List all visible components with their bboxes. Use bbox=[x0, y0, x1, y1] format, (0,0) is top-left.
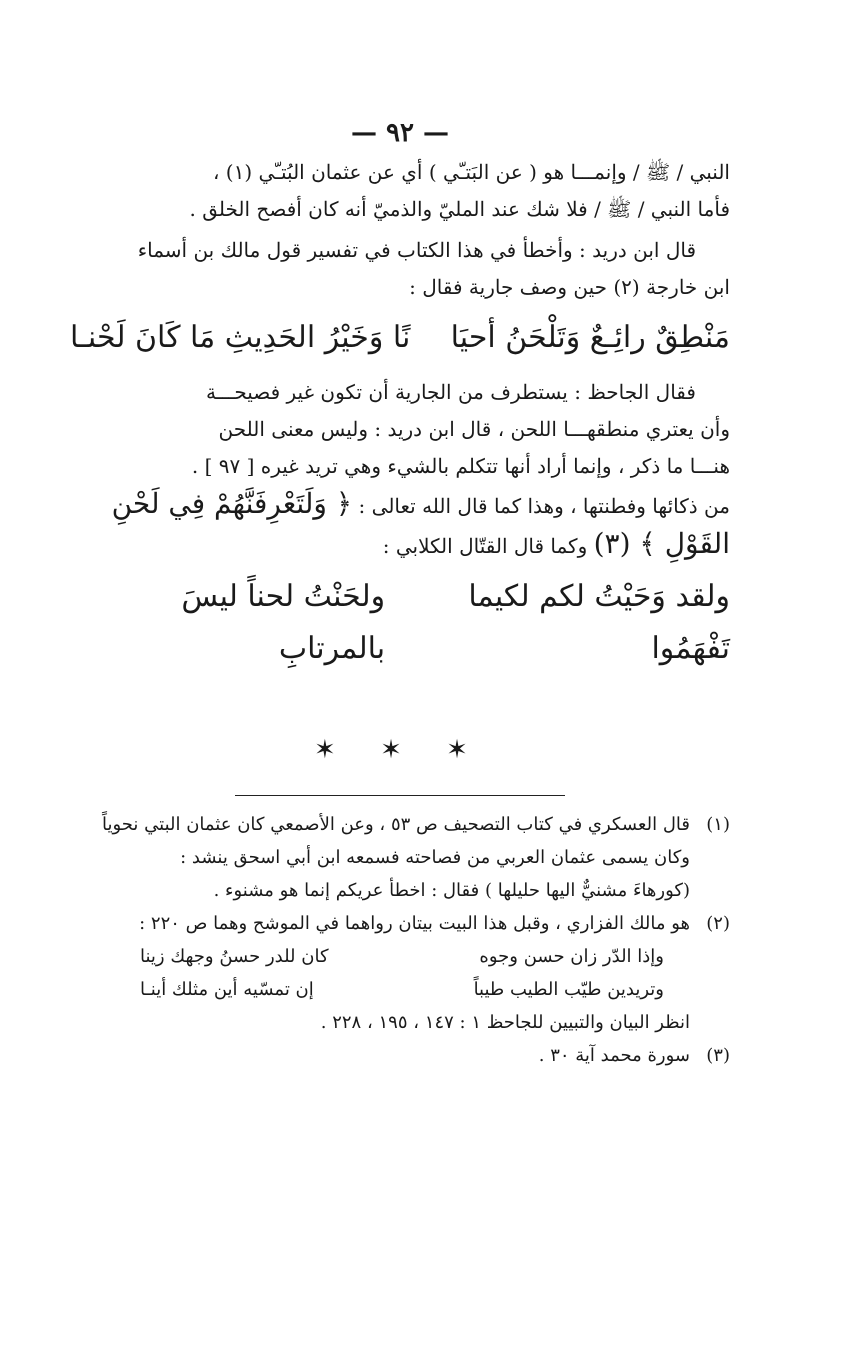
footnote-3 bbox=[70, 1039, 730, 1072]
footnote-2 bbox=[70, 907, 730, 940]
verse-2 bbox=[70, 571, 730, 675]
footnote-line: قال العسكري في كتاب التصحيف ص ٥٣ ، وعن الأصمعي كان عثمان البتي نحوياً bbox=[101, 814, 690, 835]
footnote-line: هو مالك الفزاري ، وقبل هذا البيت بيتان رواهما في الموشح وهما ص ٢٢٠ : bbox=[139, 913, 690, 934]
paragraph-line: فقال الجاحظ : يستطرف من الجارية أن تكون غير فصيحـــة bbox=[206, 380, 696, 404]
paragraph-line: من ذكائها وفطنتها ، وهذا كما قال الله تعالى : bbox=[358, 494, 730, 518]
verse-hemistich-second: ولحَنْتُ لحناً ليسَ بالمرتابِ bbox=[181, 579, 386, 666]
verse-hemistich-first: ولقد وَحَيْتُ لكم لكيما تَفْهَمُوا bbox=[468, 579, 730, 666]
footnote-line: سورة محمد آية ٣٠ . bbox=[538, 1045, 690, 1066]
paragraph-1 bbox=[70, 154, 730, 228]
paragraph-line: فأما النبي / ﷺ / فلا شك عند المليّ والذميّ أنه كان أفصح الخلق . bbox=[189, 197, 730, 221]
footnote-rule bbox=[235, 795, 565, 796]
section-divider-stars: ✶ ✶ ✶ bbox=[314, 735, 486, 765]
paragraph-2 bbox=[70, 232, 730, 306]
footnote-verse-second: كان للدر حسنُ وجهك زينا bbox=[140, 946, 329, 967]
paragraph-line: النبي / ﷺ / وإنمـــا هو ( عن البَتـّي ) أي عن عثمان البُتـّي (١) ، bbox=[212, 160, 730, 184]
footnote-line: انظر البيان والتبيين للجاحظ ١ : ١٤٧ ، ١٩٥ ، ٢٢٨ . bbox=[320, 1012, 690, 1033]
footnote-verse-first: وإذا الدّر زان حسن وجوه bbox=[479, 946, 664, 967]
quran-quote: ﴿ وَلَتَعْرِفَنَّهُمْ فِي لَحْنِ bbox=[111, 487, 353, 520]
footnote-verse-first: وتريدين طيّب الطيب طيباً bbox=[473, 979, 664, 1000]
footnote-verse bbox=[70, 973, 730, 1006]
quran-quote-end: القَوْلِ ﴾ (٣) bbox=[593, 527, 730, 560]
paragraph-3 bbox=[70, 374, 730, 565]
footnote-line: وكان يسمى عثمان العربي من فصاحته فسمعه ابن أبي اسحق ينشد : bbox=[180, 847, 690, 868]
verse-1 bbox=[70, 312, 730, 364]
paragraph-line: وأن يعتري منطقهـــا اللحن ، قال ابن دريد : وليس معنى اللحن bbox=[218, 417, 730, 441]
footnote-mark: (٢) bbox=[706, 913, 730, 934]
footnote-mark: (٣) bbox=[706, 1045, 730, 1066]
footnote-verse-second: إن تمسّيه أين مثلك أينـا bbox=[140, 979, 314, 1000]
paragraph-line: ابن خارجة (٢) حين وصف جارية فقال : bbox=[409, 275, 730, 299]
footnotes bbox=[70, 808, 730, 1072]
paragraph-line: وكما قال القتّال الكلابي : bbox=[382, 534, 588, 558]
verse-hemistich-second: نًا وَخَيْرُ الحَدِيثِ مَا كَانَ لَحْنـا bbox=[70, 320, 411, 355]
paragraph-line: هنـــا ما ذكر ، وإنما أراد أنها تتكلم بالشيء وهي تريد غيره [ ٩٧ ] . bbox=[191, 454, 730, 478]
paragraph-line: قال ابن دريد : وأخطأ في هذا الكتاب في تفسير قول مالك بن أسماء bbox=[137, 238, 696, 262]
page-number: — ٩٢ — bbox=[350, 118, 450, 148]
verse-hemistich-first: مَنْطِقٌ رائِـعٌ وَتَلْحَنُ أحيَا bbox=[450, 320, 730, 355]
footnote-line: (كورهاءَ مشنيٌّ اليها حليلها ) فقال : اخطأ عريكم إنما هو مشنوء . bbox=[213, 880, 690, 901]
footnote-mark: (١) bbox=[706, 814, 730, 835]
book-page bbox=[70, 118, 730, 1072]
footnote-verse bbox=[70, 940, 730, 973]
footnote-1 bbox=[70, 808, 730, 907]
